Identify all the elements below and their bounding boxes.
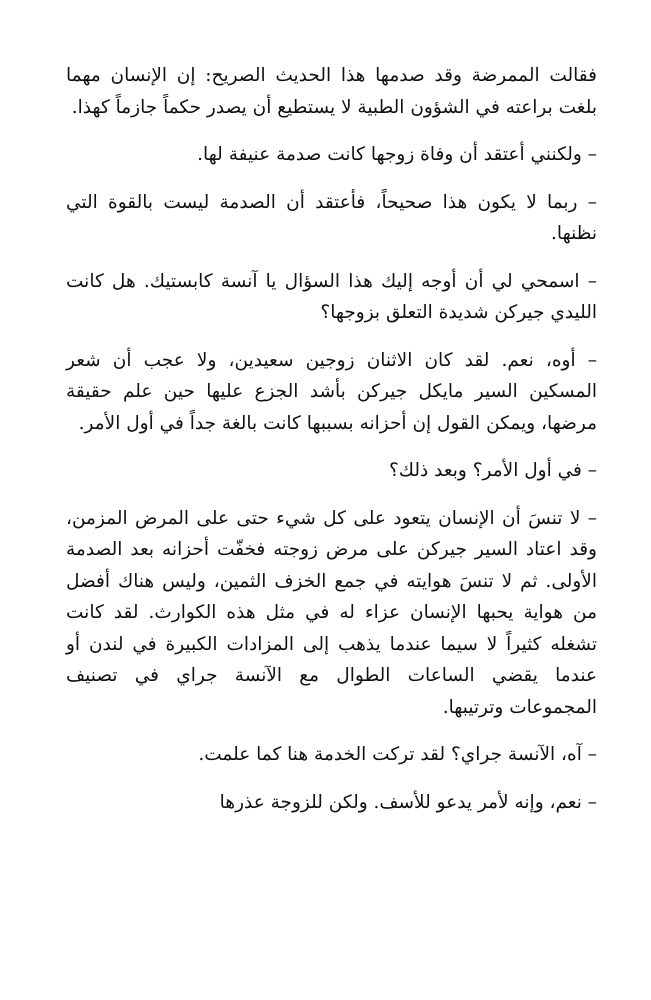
paragraph-dialogue-2: – ربما لا يكون هذا صحيحاً، فأعتقد أن الصدمة ليست بالقوة التي نظنها.	[66, 191, 597, 244]
paragraph-narration: فقالت الممرضة وقد صدمها هذا الحديث الصريح: إن الإنسان مهما بلغت براعته في الشؤون الطبية لا يستطيع أن يصدر حكماً جازماً كهذا.	[66, 65, 597, 118]
paragraph-dialogue-4: – أوه، نعم. لقد كان الاثنان زوجين سعيدين، ولا عجب أن شعر المسكين السير مايكل جيركن بأشد الجزع عليها حين علم حقيقة مرضها، ويمكن القول إن أحزانه بسببها كانت بالغة جداً في أول الأمر.	[66, 349, 597, 434]
paragraph-dialogue-1: – ولكنني أعتقد أن وفاة زوجها كانت صدمة عنيفة لها.	[197, 144, 597, 165]
paragraph-dialogue-7: – آه، الآنسة جراي؟ لقد تركت الخدمة هنا كما علمت.	[198, 744, 597, 765]
page-body-text	[66, 60, 597, 834]
paragraph-dialogue-3: – اسمحي لي أن أوجه إليك هذا السؤال يا آنسة كابستيك. هل كانت الليدي جيركن شديدة التعلق بزوجها؟	[66, 270, 597, 323]
paragraph-dialogue-8: – نعم، وإنه لأمر يدعو للأسف. ولكن للزوجة عذرها	[219, 791, 597, 813]
paragraph-dialogue-5: – في أول الأمر؟ وبعد ذلك؟	[388, 460, 597, 481]
paragraph-dialogue-6: – لا تنسَ أن الإنسان يتعود على كل شيء حتى على المرض المزمن، وقد اعتاد السير جيركن على مرض زوجته فخفّت أحزانه بعد الصدمة الأولى. ثم لا تنسَ هوايته في جمع الخزف الثمين، وليس هناك أفضل من هواية يحبها الإنسان عزاء له في مثل هذه الكوارث. لقد كانت تشغله كثيراً لا سيما عندما يذهب إلى المزادات الكبيرة في لندن أو عندما يقضي الساعات الطوال مع الآنسة جراي في تصنيف المجموعات وترتيبها.	[66, 507, 597, 718]
